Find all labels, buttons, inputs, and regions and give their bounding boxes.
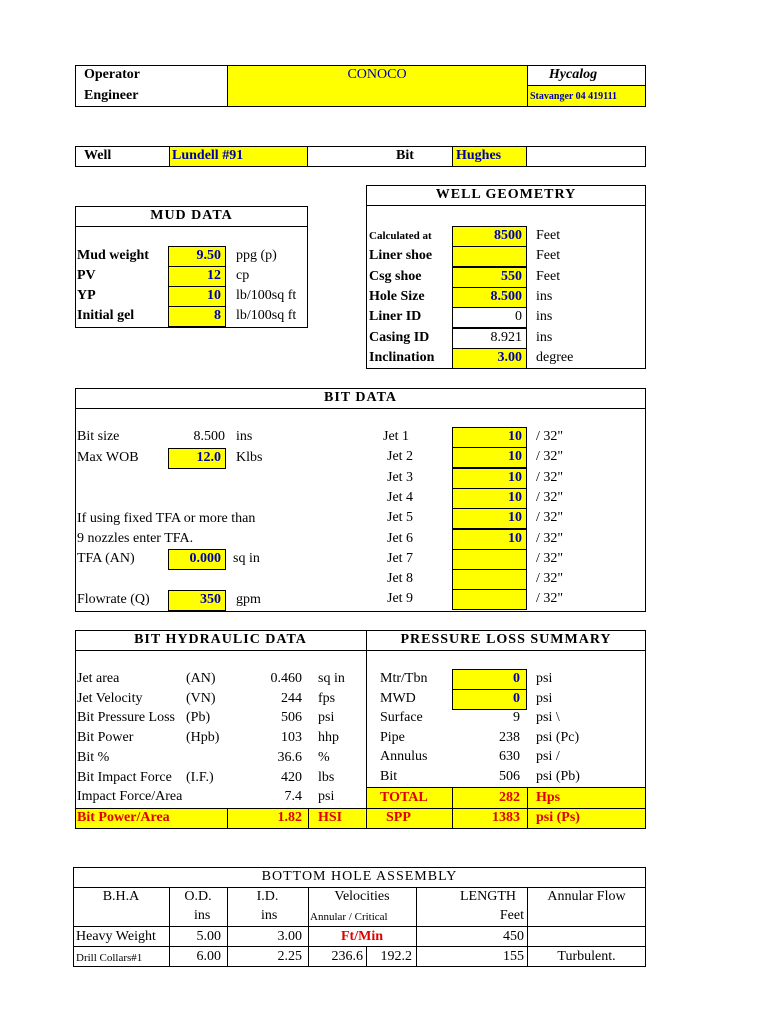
pressure-row-unit: psi / — [536, 749, 560, 765]
pressure-row-label: Pipe — [380, 729, 405, 745]
hydraulic-row-unit: lbs — [318, 769, 335, 785]
hydraulic-row-label: Bit % — [77, 749, 110, 765]
max-wob-label: Max WOB — [77, 450, 139, 465]
bha-col-length: LENGTH — [460, 889, 516, 904]
pressure-row-unit: psi (Pb) — [536, 769, 580, 784]
hydraulic-row-abbr: (Hpb) — [186, 730, 220, 746]
bha-row-name: Heavy Weight — [76, 929, 156, 944]
bha-col-annular-flow: Annular Flow — [547, 889, 626, 904]
pressure-row-unit: psi — [536, 690, 553, 706]
hydraulic-row-unit: fps — [318, 690, 336, 706]
pressure-row-unit: psi (Pc) — [536, 729, 580, 745]
bha-col-od: O.D. — [184, 889, 212, 904]
geometry-row-label: Inclination — [369, 349, 435, 365]
geometry-row-value[interactable]: 8500 — [494, 228, 522, 243]
tfa-unit: sq in — [233, 551, 260, 566]
jet-row-label: Jet 2 — [387, 449, 414, 465]
bha-vel-unit: Ft/Min — [341, 929, 383, 944]
engineer-label: Engineer — [84, 88, 139, 103]
jet-row-label: Jet 8 — [387, 571, 414, 587]
mud-row-value[interactable]: 10 — [207, 288, 221, 303]
jet-row-unit: / 32" — [536, 591, 564, 607]
pressure-row-label: Surface — [380, 710, 423, 726]
mud-row-unit: lb/100sq ft — [236, 288, 297, 303]
pressure-loss-title: PRESSURE LOSS SUMMARY — [400, 632, 612, 647]
bha-row-od: 6.00 — [196, 949, 221, 964]
flowrate-unit: gpm — [236, 592, 261, 607]
bit-size-label: Bit size — [77, 429, 120, 444]
power-area-label: Bit Power/Area — [77, 810, 170, 825]
jet-row-value[interactable]: 10 — [508, 449, 522, 465]
total-value: 282 — [499, 790, 520, 805]
jet-row-unit: / 32" — [536, 469, 564, 485]
bha-row-id: 3.00 — [277, 929, 302, 944]
hydraulic-row-unit: % — [318, 749, 330, 765]
tfa-label: TFA (AN) — [77, 551, 135, 566]
bit-hydraulic-title: BIT HYDRAULIC DATA — [134, 632, 307, 647]
bha-row-id: 2.25 — [277, 949, 302, 964]
hydraulic-row-value: 36.6 — [277, 749, 302, 765]
hydraulic-row-abbr: (I.F.) — [186, 769, 214, 785]
jet-row-unit: / 32" — [536, 571, 564, 587]
jet-row-value[interactable]: 10 — [508, 429, 522, 444]
power-area-value: 1.82 — [277, 810, 302, 825]
hydraulic-row-label: Jet area — [77, 671, 120, 686]
geometry-row-value: 0 — [515, 309, 522, 325]
geometry-row-value[interactable]: 3.00 — [497, 349, 522, 365]
geometry-row-unit: Feet — [536, 268, 561, 284]
bha-row-critical: 192.2 — [380, 949, 412, 964]
spp-unit: psi (Ps) — [536, 810, 580, 825]
hydraulic-row-abbr: (Pb) — [186, 710, 211, 726]
hydraulic-row-value: 7.4 — [284, 789, 302, 805]
spp-label: SPP — [386, 810, 411, 825]
well-row-box — [75, 146, 646, 167]
geometry-row-label: Calculated at — [369, 230, 432, 242]
bha-col-id: I.D. — [256, 889, 279, 904]
operator-label: Operator — [84, 67, 140, 82]
well-geometry-title: WELL GEOMETRY — [435, 187, 577, 202]
bha-row-od: 5.00 — [196, 929, 221, 944]
pressure-row-value: 630 — [499, 749, 520, 765]
hydraulic-row-value: 506 — [281, 710, 302, 726]
bha-row-length: 155 — [503, 949, 524, 964]
bha-col-velocities: Velocities — [334, 889, 390, 904]
geometry-row-value[interactable]: 550 — [501, 268, 522, 284]
geometry-row-value: 8.921 — [490, 329, 522, 345]
mud-row-unit: lb/100sq ft — [236, 308, 297, 323]
geometry-row-unit: Feet — [536, 228, 561, 243]
hydraulic-row-label: Bit Pressure Loss — [77, 710, 175, 726]
bha-row-name: Drill Collars#1 — [76, 952, 143, 964]
hydraulic-row-label: Bit Impact Force — [77, 769, 172, 785]
hydraulic-row-abbr: (VN) — [186, 690, 216, 706]
pressure-row-value: 506 — [499, 769, 520, 784]
jet-row-unit: / 32" — [536, 510, 564, 526]
geometry-row-unit: ins — [536, 329, 553, 345]
hydraulic-row-abbr: (AN) — [186, 671, 216, 686]
hydraulic-row-unit: psi — [318, 710, 335, 726]
hydraulic-row-value: 103 — [281, 730, 302, 746]
bit-label: Bit — [396, 148, 414, 163]
hydraulic-row-value: 420 — [281, 769, 302, 785]
pressure-row-value[interactable]: 0 — [513, 671, 520, 686]
bit-value[interactable]: Hughes — [456, 148, 502, 163]
jet-row-label: Jet 5 — [387, 510, 414, 526]
bha-row-flow: Turbulent. — [557, 949, 616, 964]
jet-row-value[interactable]: 10 — [508, 469, 522, 485]
geometry-row-unit: Feet — [536, 248, 561, 264]
hydraulic-row-label: Impact Force/Area — [77, 789, 183, 805]
jet-row-label: Jet 7 — [387, 550, 414, 566]
hydraulic-row-value: 0.460 — [270, 671, 302, 686]
bha-col-bha: B.H.A — [102, 889, 140, 904]
pressure-row-unit: psi \ — [536, 710, 560, 726]
company-name: Hycalog — [548, 67, 598, 82]
bha-length-unit: Feet — [499, 908, 524, 923]
bha-id-unit: ins — [261, 908, 278, 923]
mud-row-label: Initial gel — [77, 308, 135, 323]
spp-value: 1383 — [492, 810, 520, 825]
max-wob-unit: Klbs — [236, 450, 263, 465]
pressure-row-label: Mtr/Tbn — [380, 671, 428, 686]
jet-row-label: Jet 9 — [387, 591, 414, 607]
mud-row-value[interactable]: 9.50 — [196, 248, 221, 263]
tfa-note-line2: 9 nozzles enter TFA. — [77, 531, 194, 546]
jet-row-value[interactable]: 10 — [508, 489, 522, 505]
hydraulic-row-unit: psi — [318, 789, 335, 805]
operator-value[interactable]: CONOCO — [347, 67, 407, 82]
well-value[interactable]: Lundell #91 — [172, 148, 244, 163]
hydraulic-row-label: Bit Power — [77, 730, 134, 746]
bit-data-title: BIT DATA — [324, 390, 397, 405]
geometry-row-label: Casing ID — [369, 329, 430, 345]
bha-row-annular: 236.6 — [331, 949, 363, 964]
jet-row-label: Jet 3 — [387, 469, 414, 485]
hydraulic-row-value: 244 — [281, 690, 302, 706]
geometry-row-label: Hole Size — [369, 288, 425, 304]
hydraulic-row-label: Jet Velocity — [77, 690, 143, 706]
flowrate-value[interactable]: 350 — [200, 592, 221, 607]
mud-row-value[interactable]: 8 — [214, 308, 221, 323]
hydraulic-row-unit: sq in — [318, 671, 345, 686]
pressure-row-label: Annulus — [380, 749, 428, 765]
pressure-row-value: 9 — [513, 710, 520, 726]
total-label: TOTAL — [380, 790, 428, 805]
jet-row-label: Jet 6 — [387, 530, 414, 546]
jet-row-value[interactable]: 10 — [508, 530, 522, 546]
jet-value-cell — [452, 569, 527, 590]
pressure-row-value[interactable]: 0 — [513, 690, 520, 706]
geometry-row-value[interactable]: 8.500 — [490, 288, 522, 304]
pressure-row-unit: psi — [536, 671, 553, 686]
mud-row-label: Mud weight — [77, 248, 149, 263]
mud-row-label: YP — [77, 288, 96, 303]
geometry-row-label: Csg shoe — [369, 268, 422, 284]
jet-row-value[interactable]: 10 — [508, 510, 522, 526]
jet-row-label: Jet 4 — [387, 489, 414, 505]
tfa-value[interactable]: 0.000 — [189, 551, 221, 566]
tfa-note-line1: If using fixed TFA or more than — [77, 511, 256, 526]
pressure-row-label: MWD — [380, 690, 416, 706]
geometry-row-unit: ins — [536, 288, 553, 304]
mud-row-unit: ppg (p) — [236, 248, 277, 263]
max-wob-value[interactable]: 12.0 — [196, 450, 221, 465]
geometry-row-unit: degree — [536, 349, 574, 365]
jet-row-unit: / 32" — [536, 550, 564, 566]
pressure-row-value: 238 — [499, 729, 520, 745]
total-unit: Hps — [536, 790, 561, 805]
bha-vel-sub: Annular / Critical — [310, 911, 388, 923]
jet-row-label: Jet 1 — [383, 429, 410, 444]
geometry-row-label: Liner shoe — [369, 248, 433, 264]
bha-od-unit: ins — [194, 908, 211, 923]
mud-row-unit: cp — [236, 268, 250, 283]
power-area-unit: HSI — [318, 810, 343, 825]
well-label: Well — [84, 148, 112, 163]
jet-row-unit: / 32" — [536, 530, 564, 546]
hydraulic-row-unit: hhp — [318, 730, 339, 746]
jet-row-unit: / 32" — [536, 449, 564, 465]
pressure-row-label: Bit — [380, 769, 398, 784]
bit-size-value: 8.500 — [193, 429, 225, 444]
jet-value-cell — [452, 549, 527, 570]
geometry-row-label: Liner ID — [369, 309, 422, 325]
bha-title: BOTTOM HOLE ASSEMBLY — [261, 869, 458, 884]
geometry-value-cell — [452, 246, 527, 267]
jet-row-unit: / 32" — [536, 429, 564, 444]
phone-value: Stavanger 04 419111 — [530, 91, 618, 102]
bha-row-length: 450 — [503, 929, 524, 944]
jet-value-cell — [452, 589, 527, 610]
flowrate-label: Flowrate (Q) — [77, 592, 150, 607]
mud-row-label: PV — [77, 268, 96, 283]
mud-row-value[interactable]: 12 — [207, 268, 221, 283]
mud-data-title: MUD DATA — [150, 208, 233, 223]
geometry-row-unit: ins — [536, 309, 553, 325]
jet-row-unit: / 32" — [536, 489, 564, 505]
bit-size-unit: ins — [236, 429, 253, 444]
